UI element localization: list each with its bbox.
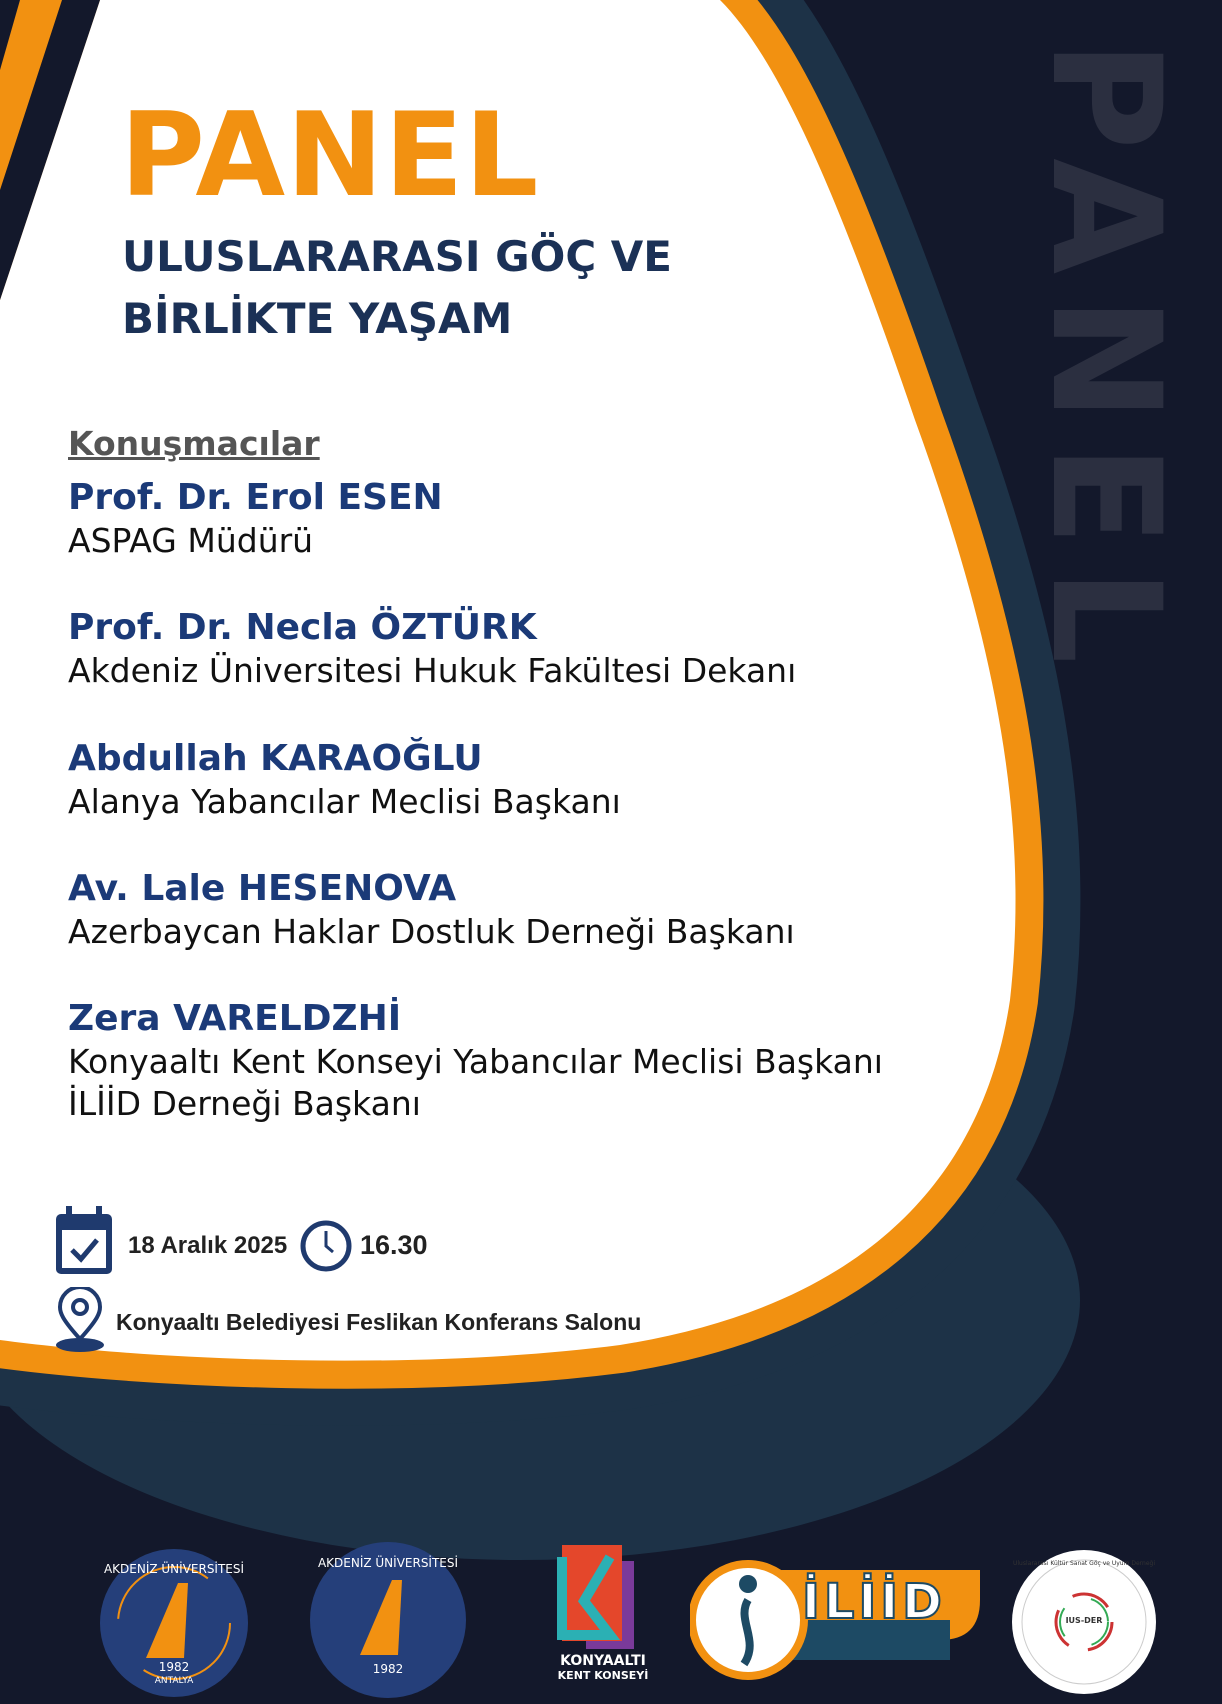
speaker-item [68,606,796,692]
speakers-heading: Konuşmacılar [68,424,320,463]
speaker-title: ASPAG Müdürü [68,521,314,560]
speaker-name: Prof. Dr. Necla ÖZTÜRK [68,607,537,648]
calendar-icon [54,1206,114,1276]
speaker-item [68,867,795,953]
speaker-title: Akdeniz Üniversitesi Hukuk Fakültesi Dekanı [68,651,797,690]
event-time: 16.30 [360,1230,428,1260]
panel-title: PANEL [120,88,540,223]
subtitle-line-1: ULUSLARARASI GÖÇ VE [122,232,672,281]
speaker-title: Konyaaltı Kent Konseyi Yabancılar Meclisi Başkanı [68,1042,883,1081]
speaker-name: Prof. Dr. Erol ESEN [68,477,443,518]
speaker-name: Av. Lale HESENOVA [68,868,457,909]
speaker-item [68,997,883,1125]
location-pin-icon [52,1287,108,1353]
speaker-name: Zera VARELDZHİ [68,998,402,1039]
speaker-item [68,476,443,562]
speaker-item [68,737,621,823]
vertical-watermark: PANEL [1018,40,1192,686]
iliid-logo: İLİİD [690,1560,980,1680]
speaker-title: Azerbaycan Haklar Dostluk Derneği Başkanı [68,912,795,951]
event-location: Konyaaltı Belediyesi Feslikan Konferans Salonu [116,1309,642,1335]
speaker-name: Abdullah KARAOĞLU [68,738,483,779]
ius-der-logo: IUS-DER Uluslararası Kültür Sanat Göç ve Uyum Derneği [1010,1548,1158,1696]
event-date: 18 Aralık 2025 [128,1232,288,1259]
konyaalti-kent-konseyi-logo: KONYAALTI KENT KONSEYİ [548,1543,658,1693]
clock-icon [299,1219,353,1273]
subtitle-line-2: BİRLİKTE YAŞAM [122,294,513,343]
speaker-title: İLİİD Derneği Başkanı [68,1084,421,1123]
speaker-title: Alanya Yabancılar Meclisi Başkanı [68,782,621,821]
akdeniz-aspag-logo: AKDENİZ ÜNİVERSİTESİ 1982 [308,1540,468,1700]
akdeniz-university-logo: AKDENİZ ÜNİVERSİTESİ 1982 ANTALYA [96,1548,252,1704]
